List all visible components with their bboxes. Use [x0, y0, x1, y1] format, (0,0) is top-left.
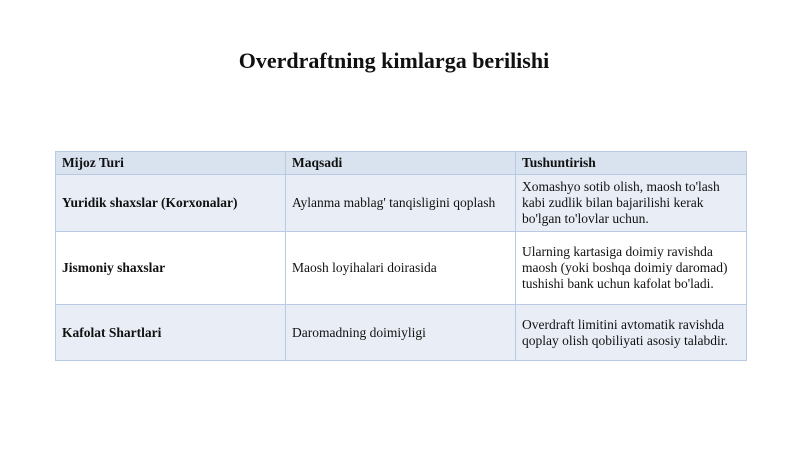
cell-client-type: Yuridik shaxslar (Korxonalar) — [56, 175, 286, 232]
cell-client-type: Kafolat Shartlari — [56, 305, 286, 361]
cell-explanation: Overdraft limitini avtomatik ravishda qoplay olish qobiliyati asosiy talabdir. — [516, 305, 747, 361]
cell-purpose: Aylanma mablag' tanqisligini qoplash — [286, 175, 516, 232]
header-explanation: Tushuntirish — [516, 152, 747, 175]
cell-explanation: Ularning kartasiga doimiy ravishda maosh (yoki boshqa doimiy daromad) tushishi bank uchun kafolat bo'ladi. — [516, 232, 747, 305]
header-client-type: Mijoz Turi — [56, 152, 286, 175]
cell-purpose: Daromadning doimiyligi — [286, 305, 516, 361]
cell-purpose: Maosh loyihalari doirasida — [286, 232, 516, 305]
cell-client-type: Jismoniy shaxslar — [56, 232, 286, 305]
table-row — [56, 232, 747, 305]
table-row — [56, 305, 747, 361]
slide-title: Overdraftning kimlarga berilishi — [238, 48, 550, 73]
header-purpose: Maqsadi — [286, 152, 516, 175]
table-header-row — [56, 152, 747, 175]
cell-explanation: Xomashyo sotib olish, maosh to'lash kabi zudlik bilan bajarilishi kerak bo'lgan to'lovlar uchun. — [516, 175, 747, 232]
table-row — [56, 175, 747, 232]
overdraft-table — [55, 151, 747, 361]
